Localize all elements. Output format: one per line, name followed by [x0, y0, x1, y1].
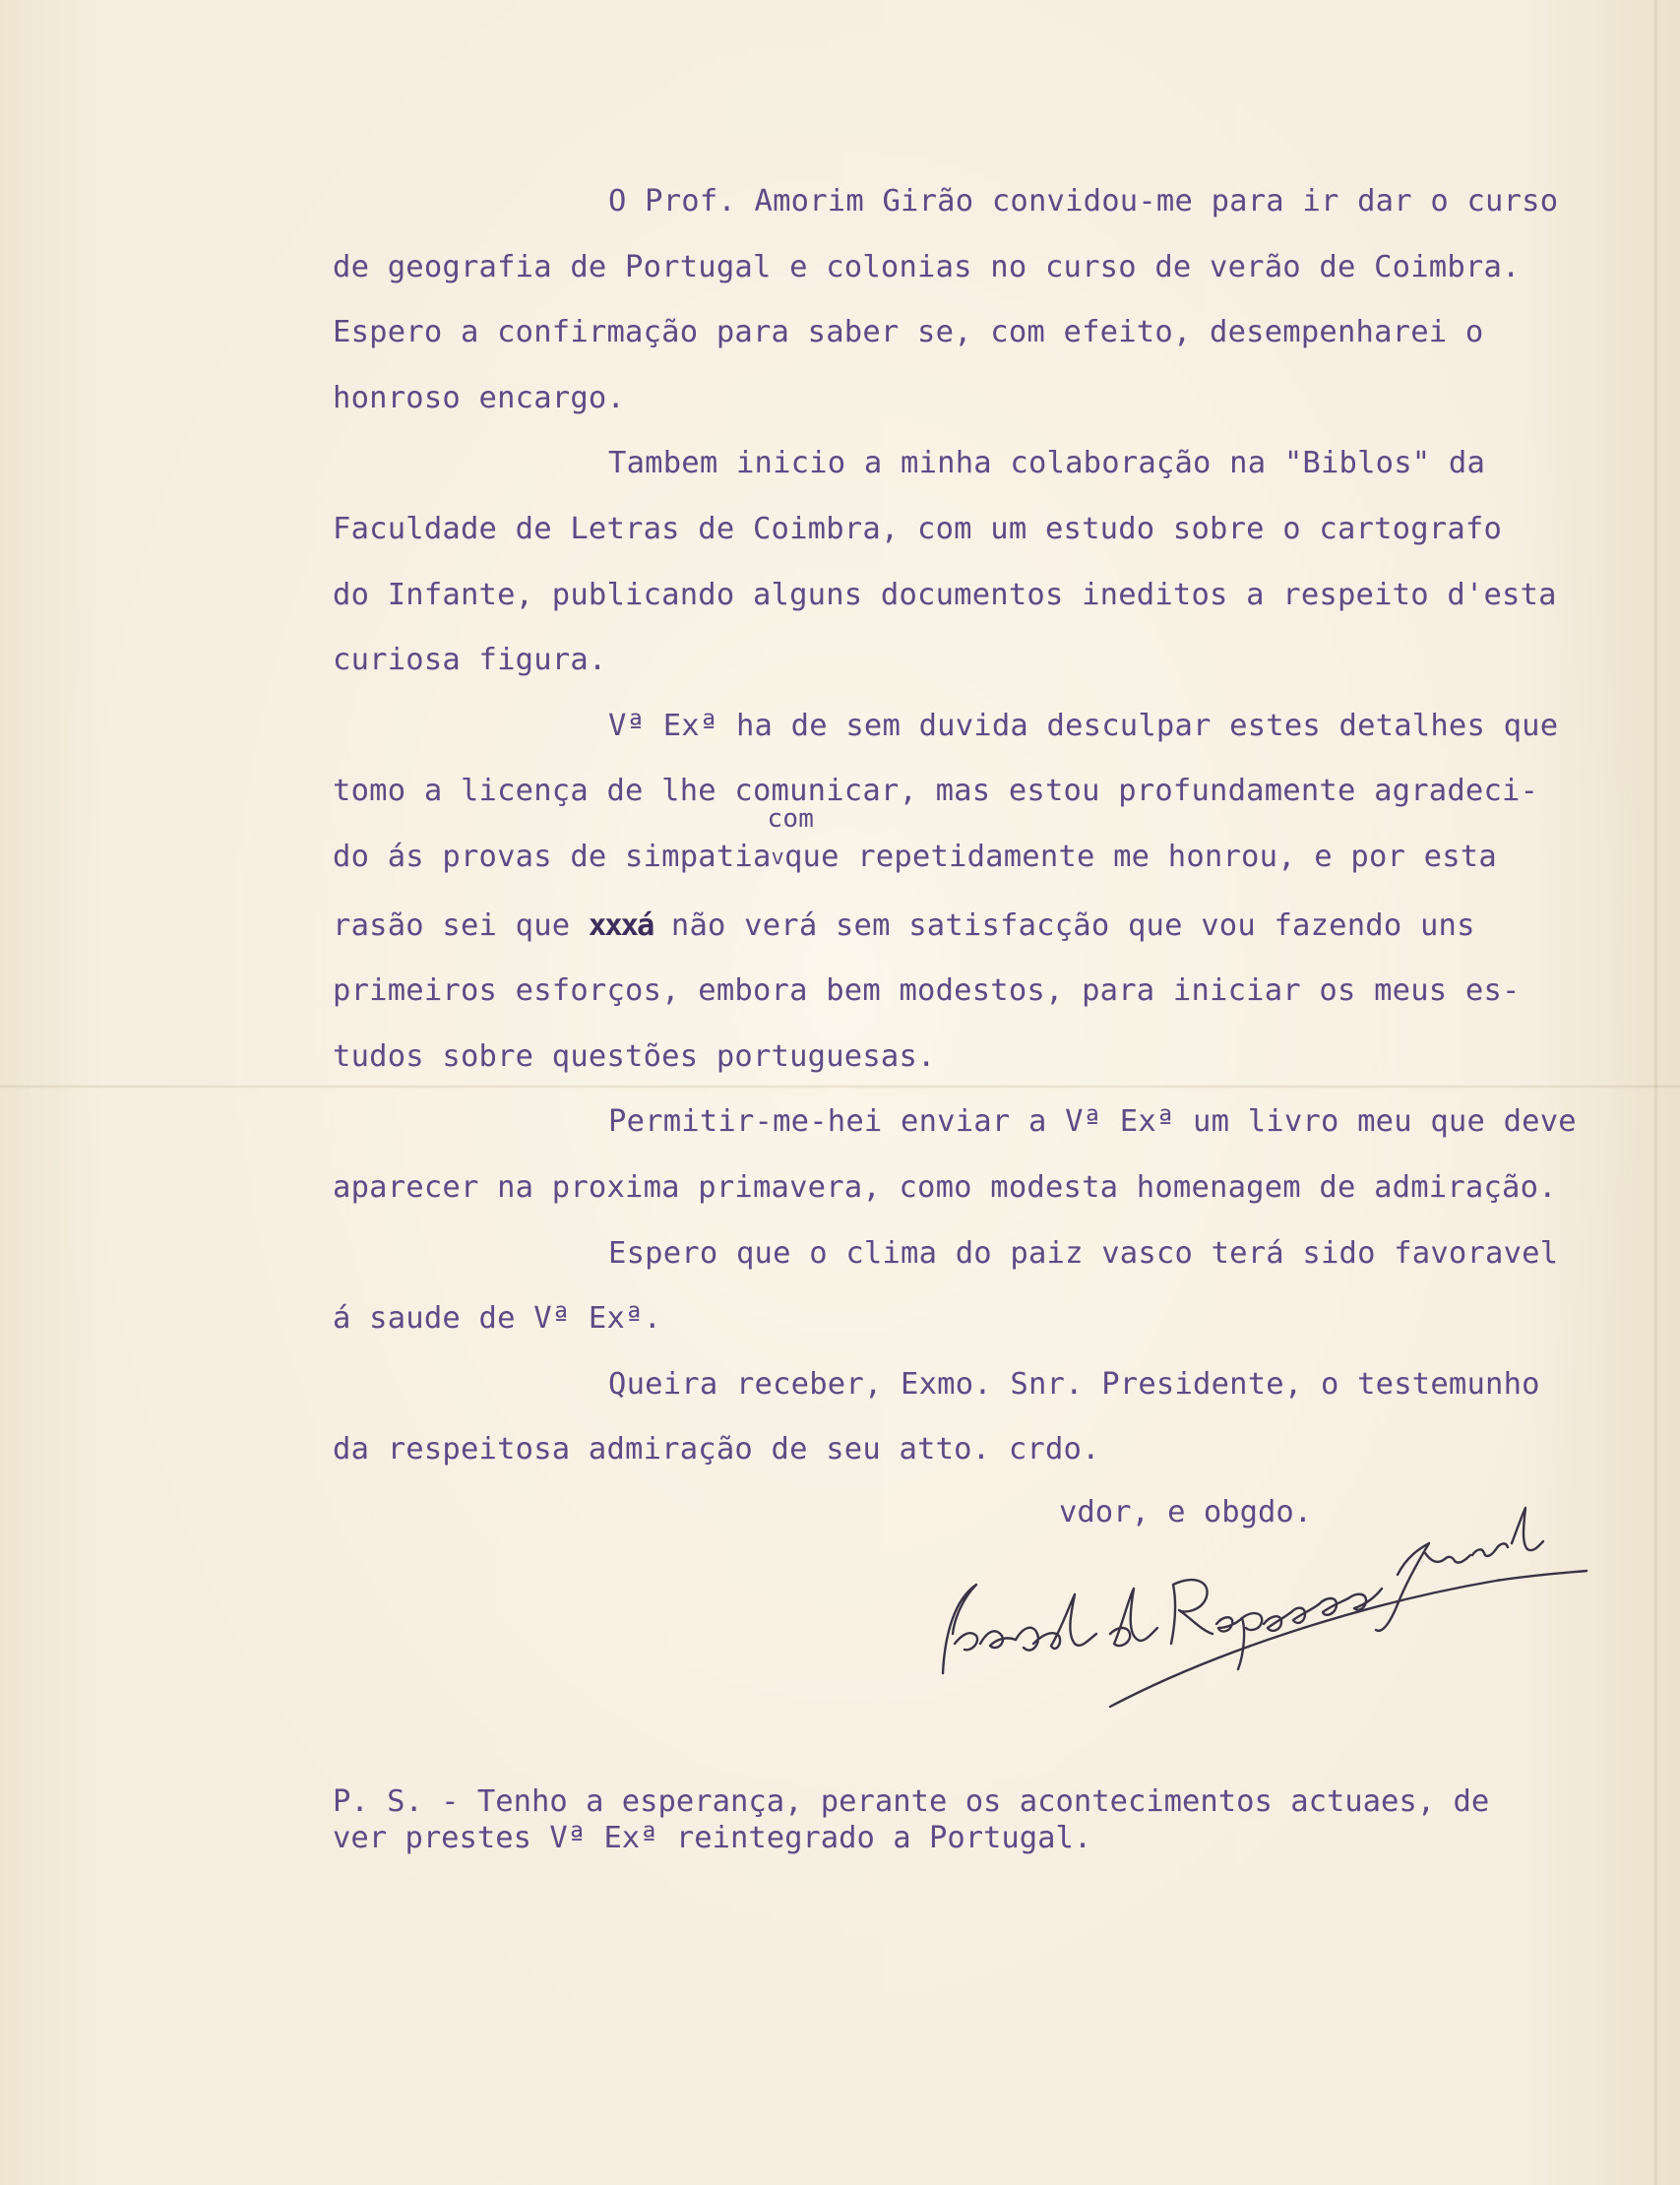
text-line: Espero que o clima do paiz vasco terá sido favoravel [608, 1235, 1559, 1271]
postscript [333, 1783, 1651, 1856]
text-line: curiosa figura. [333, 643, 607, 678]
paragraph-course-invitation [333, 169, 1651, 431]
text-segment: não verá sem satisfacção que vou fazendo uns [653, 907, 1475, 943]
paragraph-salutation [333, 1352, 1651, 1483]
text-line: á saude de Vª Exª. [333, 1301, 662, 1337]
text-line: Vª Exª ha de sem duvida desculpar estes detalhes que [608, 708, 1559, 743]
text-line: primeiros esforços, embora bem modestos, para iniciar os meus es- [333, 973, 1521, 1009]
paper-fold-vertical [1653, 0, 1658, 2185]
paragraph-apology-details [333, 694, 1651, 1091]
text-line: aparecer na proxima primavera, como modesta homenagem de admiração. [333, 1169, 1557, 1205]
handwritten-insertion [767, 803, 815, 874]
paragraph-health-wish [333, 1221, 1651, 1352]
text-line: Tambem inicio a minha colaboração na "Biblos" da [608, 446, 1486, 481]
text-line: tomo a licença de lhe comunicar, mas estou profundamente agradeci- [333, 774, 1539, 809]
text-segment: que repetidamente me honrou, e por esta [783, 839, 1497, 874]
closing-line: vdor, e obgdo. [1059, 1495, 1313, 1530]
paragraph-biblos-collaboration [333, 431, 1651, 693]
text-segment: do ás provas de simpatia [333, 839, 772, 874]
text-line: Faculdade de Letras de Coimbra, com um estudo sobre o cartografo [333, 511, 1503, 546]
text-line-with-insertion [333, 803, 1651, 894]
text-line: de geografia de Portugal e colonias no curso de verão de Coimbra. [333, 249, 1521, 284]
postscript-line: P. S. - Tenho a esperança, perante os acontecimentos actuaes, de [333, 1784, 1490, 1819]
text-line: Queira receber, Exmo. Snr. Presidente, o testemunho [608, 1366, 1540, 1402]
handwritten-signature [886, 1486, 1634, 1713]
text-line: O Prof. Amorim Girão convidou-me para ir dar o curso [608, 184, 1559, 218]
struck-out-text: xxxá [588, 907, 653, 943]
insertion-word: com [767, 803, 815, 834]
paragraph-book-offer [333, 1090, 1651, 1220]
text-line: Permitir-me-hei enviar a Vª Exª um livro meu que deve [608, 1104, 1577, 1140]
insertion-caret-mark: v [771, 844, 784, 870]
text-line: Espero a confirmação para saber se, com efeito, desempenharei o [333, 315, 1484, 350]
postscript-line: ver prestes Vª Exª reintegrado a Portugal. [333, 1821, 1092, 1855]
text-line: da respeitosa admiração de seu atto. crdo. [333, 1432, 1100, 1467]
letter-body [333, 169, 1651, 1483]
text-line: tudos sobre questões portuguesas. [333, 1038, 936, 1074]
text-segment: rasão sei que [333, 907, 589, 943]
text-line: honroso encargo. [333, 380, 626, 415]
text-line: do Infante, publicando alguns documentos ineditos a respeito d'esta [333, 577, 1557, 612]
text-line-with-strikeout [333, 894, 1651, 960]
